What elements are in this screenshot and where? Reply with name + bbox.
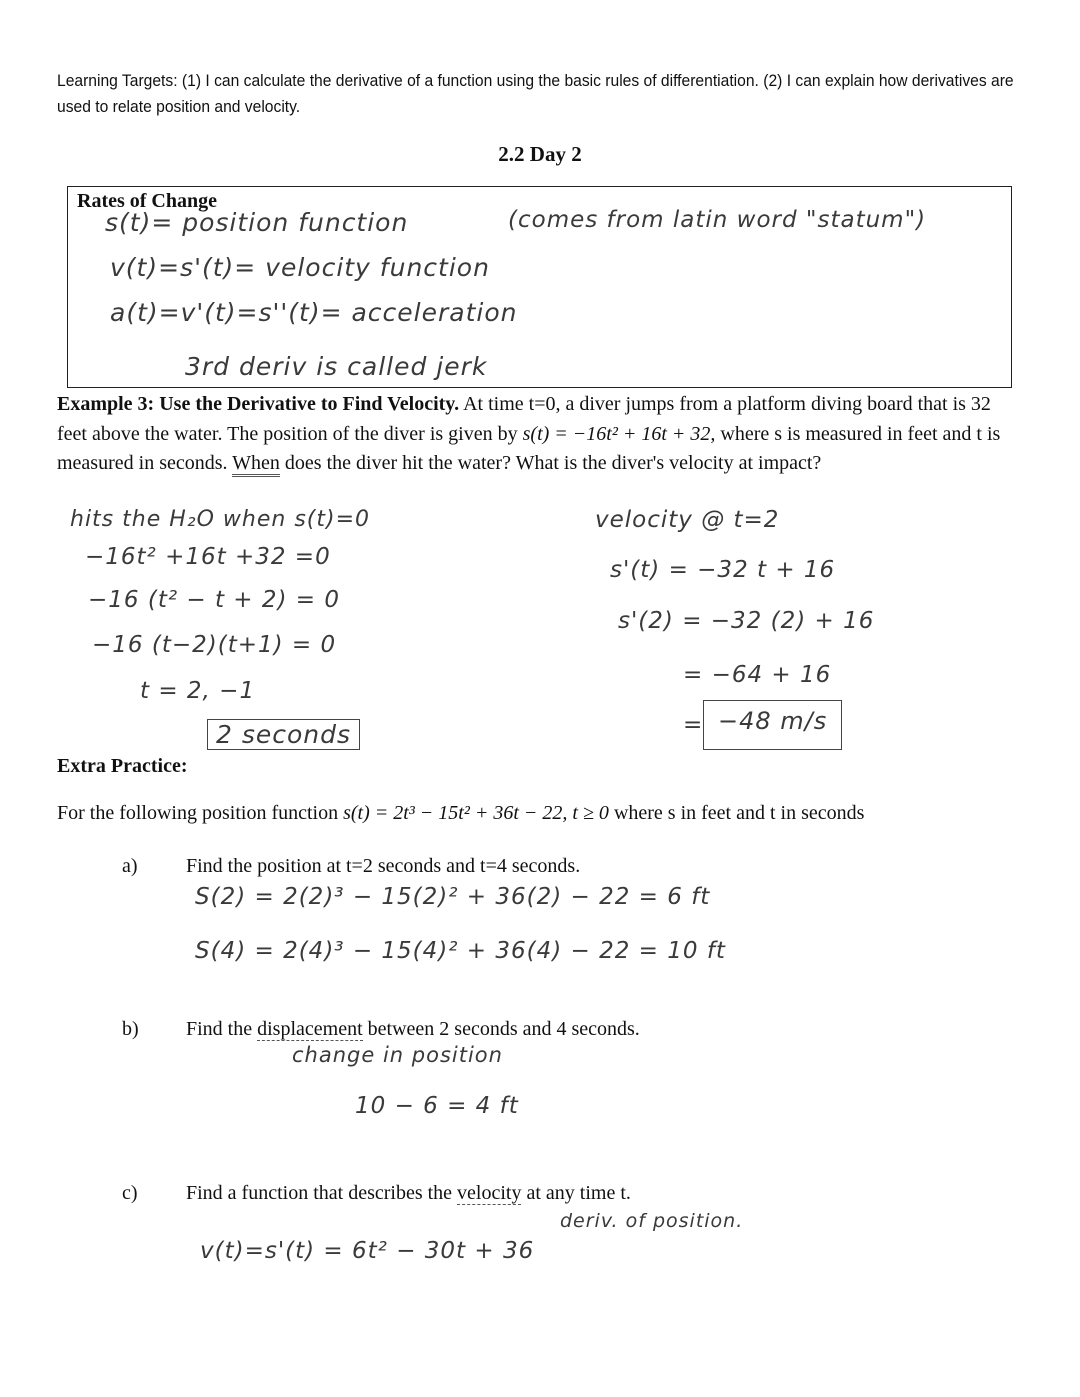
diver-equation: s(t) = −16t² + 16t + 32,: [522, 422, 716, 445]
work-right-line: s'(2) = −32 (2) + 16: [618, 608, 875, 634]
part-b-label: b): [122, 1018, 139, 1040]
answer-velocity-box: −48 m/s: [703, 700, 842, 750]
note-acceleration: a(t)=v'(t)=s''(t)= acceleration: [110, 298, 518, 327]
work-left-line: t = 2, −1: [140, 678, 256, 704]
work-right-line: =: [683, 712, 704, 738]
learning-targets: Learning Targets: (1) I can calculate the derivative of a function using the basic rules of differentiation. (2) I can explain how derivatives are used to relate position and velocity.: [57, 71, 1014, 116]
work-right-line: = −64 + 16: [683, 662, 832, 688]
part-c-work: v(t)=s'(t) = 6t² − 30t + 36: [200, 1238, 535, 1264]
part-a-work: S(2) = 2(2)³ − 15(2)² + 36(2) − 22 = 6 ft: [195, 884, 711, 910]
rates-of-change-heading: Rates of Change: [77, 190, 217, 212]
page-title: 2.2 Day 2: [498, 142, 582, 166]
work-left-line: −16t² +16t +32 =0: [85, 544, 331, 570]
when-underlined: When: [232, 452, 280, 477]
position-function-prompt: For the following position function s(t) = 2t³ − 15t² + 36t − 22, t ≥ 0 where s in feet and t in seconds: [57, 802, 865, 824]
position-function: s(t) = 2t³ − 15t² + 36t − 22, t ≥ 0: [343, 802, 609, 824]
answer-time-box: 2 seconds: [207, 719, 360, 750]
note-jerk: 3rd deriv is called jerk: [185, 352, 488, 381]
part-c-note: deriv. of position.: [560, 1210, 744, 1232]
extra-practice-heading: Extra Practice:: [57, 755, 188, 777]
part-b-work: 10 − 6 = 4 ft: [355, 1093, 519, 1119]
velocity-underlined: velocity: [457, 1182, 522, 1204]
work-right-line: velocity @ t=2: [595, 507, 780, 533]
part-a-label: a): [122, 855, 138, 877]
example-3-text: Example 3: Use the Derivative to Find Velocity. At time t=0, a diver jumps from a platform diving board that is 32 feet above the water. The position of the diver is given by s(t) = −16t² + 16t + 32, where s is measured in feet and t is measured in seconds. When does the diver hit the water? What is the diver's velocity at impact?: [57, 390, 1017, 479]
displacement-underlined: displacement: [257, 1018, 363, 1040]
note-statum: (comes from latin word "statum"): [508, 207, 927, 233]
note-velocity-function: v(t)=s'(t)= velocity function: [110, 253, 490, 282]
note-position-function: s(t)= position function: [105, 208, 409, 237]
part-a-question: Find the position at t=2 seconds and t=4 seconds.: [186, 855, 581, 877]
work-right-line: s'(t) = −32 t + 16: [610, 557, 836, 583]
work-left-line: −16 (t² − t + 2) = 0: [88, 587, 340, 613]
work-left-line: hits the H₂O when s(t)=0: [70, 507, 370, 532]
example-3-heading: Example 3: Use the Derivative to Find Velocity.: [57, 393, 460, 415]
part-a-work: S(4) = 2(4)³ − 15(4)² + 36(4) − 22 = 10 ft: [195, 938, 726, 964]
part-b-question: Find the displacement between 2 seconds and 4 seconds.: [186, 1018, 640, 1040]
work-left-line: −16 (t−2)(t+1) = 0: [92, 632, 337, 658]
part-c-label: c): [122, 1182, 138, 1204]
part-b-work: change in position: [292, 1043, 503, 1067]
part-c-question: Find a function that describes the velocity at any time t.: [186, 1182, 631, 1204]
